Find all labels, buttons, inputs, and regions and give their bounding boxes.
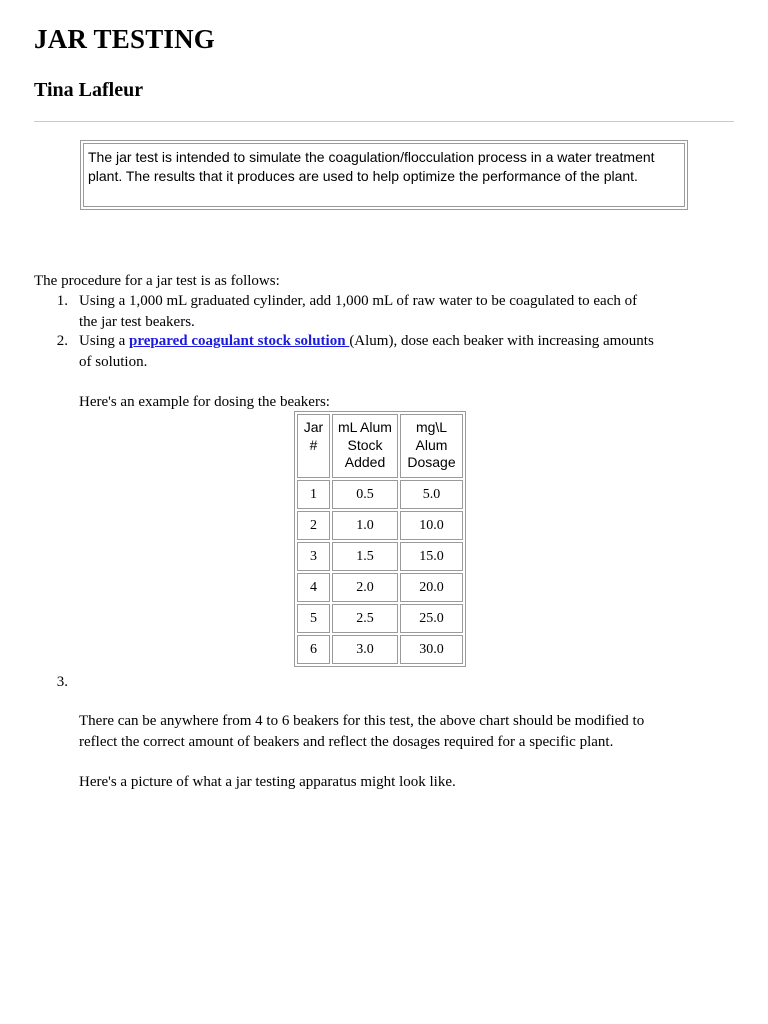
table-row <box>297 604 463 633</box>
stock-added-cell: 2.5 <box>332 604 398 633</box>
author-name: Tina Lafleur <box>34 79 144 101</box>
intro-box-cell <box>83 143 685 207</box>
dosage-cell: 5.0 <box>400 480 463 509</box>
dosing-example-intro: Here's an example for dosing the beakers: <box>79 394 330 410</box>
step-2-text-after-link: (Alum), dose each beaker with increasing amounts <box>349 333 654 349</box>
header-mg-l-alum-dosage: mg\L Alum Dosage <box>400 414 463 478</box>
table-row <box>297 635 463 664</box>
table-row <box>297 573 463 602</box>
intro-text: The jar test is intended to simulate the coagulation/flocculation process in a water treatment plant. The results that it produces are used to help optimize the performance of the plant. <box>88 149 655 184</box>
table-row <box>297 480 463 509</box>
stock-added-cell: 1.0 <box>332 511 398 540</box>
dosage-cell: 25.0 <box>400 604 463 633</box>
dosage-cell: 15.0 <box>400 542 463 571</box>
procedure-intro: The procedure for a jar test is as follows: <box>34 273 280 289</box>
stock-added-cell: 1.5 <box>332 542 398 571</box>
table-row <box>297 542 463 571</box>
apparatus-picture-intro: Here's a picture of what a jar testing apparatus might look like. <box>79 774 456 790</box>
step-1-line-2: the jar test beakers. <box>79 314 195 330</box>
intro-box <box>80 140 688 210</box>
stock-added-cell: 3.0 <box>332 635 398 664</box>
coagulant-stock-solution-link[interactable]: prepared coagulant stock solution <box>129 333 350 349</box>
dosing-table <box>294 411 466 667</box>
dosage-cell: 30.0 <box>400 635 463 664</box>
horizontal-rule <box>34 121 734 122</box>
jar-number-cell: 1 <box>297 480 330 509</box>
table-header-row <box>297 414 463 478</box>
table-row <box>297 511 463 540</box>
step-3-line-2: reflect the correct amount of beakers and reflect the dosages required for a specific plant. <box>79 734 614 750</box>
step-number: 2. <box>56 333 68 349</box>
jar-number-cell: 4 <box>297 573 330 602</box>
dosage-cell: 10.0 <box>400 511 463 540</box>
stock-added-cell: 2.0 <box>332 573 398 602</box>
step-number: 1. <box>56 293 68 309</box>
step-2-line-1 <box>79 331 654 351</box>
page-title: JAR TESTING <box>34 24 216 54</box>
jar-number-cell: 5 <box>297 604 330 633</box>
step-number: 3. <box>56 674 68 690</box>
step-2-line-2: of solution. <box>79 354 148 370</box>
header-ml-alum-stock-added: mL Alum Stock Added <box>332 414 398 478</box>
header-jar-number: Jar # <box>297 414 330 478</box>
jar-number-cell: 6 <box>297 635 330 664</box>
step-2-text-before-link: Using a <box>79 333 129 349</box>
step-1-line-1: Using a 1,000 mL graduated cylinder, add 1,000 mL of raw water to be coagulated to each of <box>79 293 638 309</box>
dosage-cell: 20.0 <box>400 573 463 602</box>
stock-added-cell: 0.5 <box>332 480 398 509</box>
jar-number-cell: 3 <box>297 542 330 571</box>
jar-number-cell: 2 <box>297 511 330 540</box>
step-3-line-1: There can be anywhere from 4 to 6 beakers for this test, the above chart should be modified to <box>79 713 645 729</box>
